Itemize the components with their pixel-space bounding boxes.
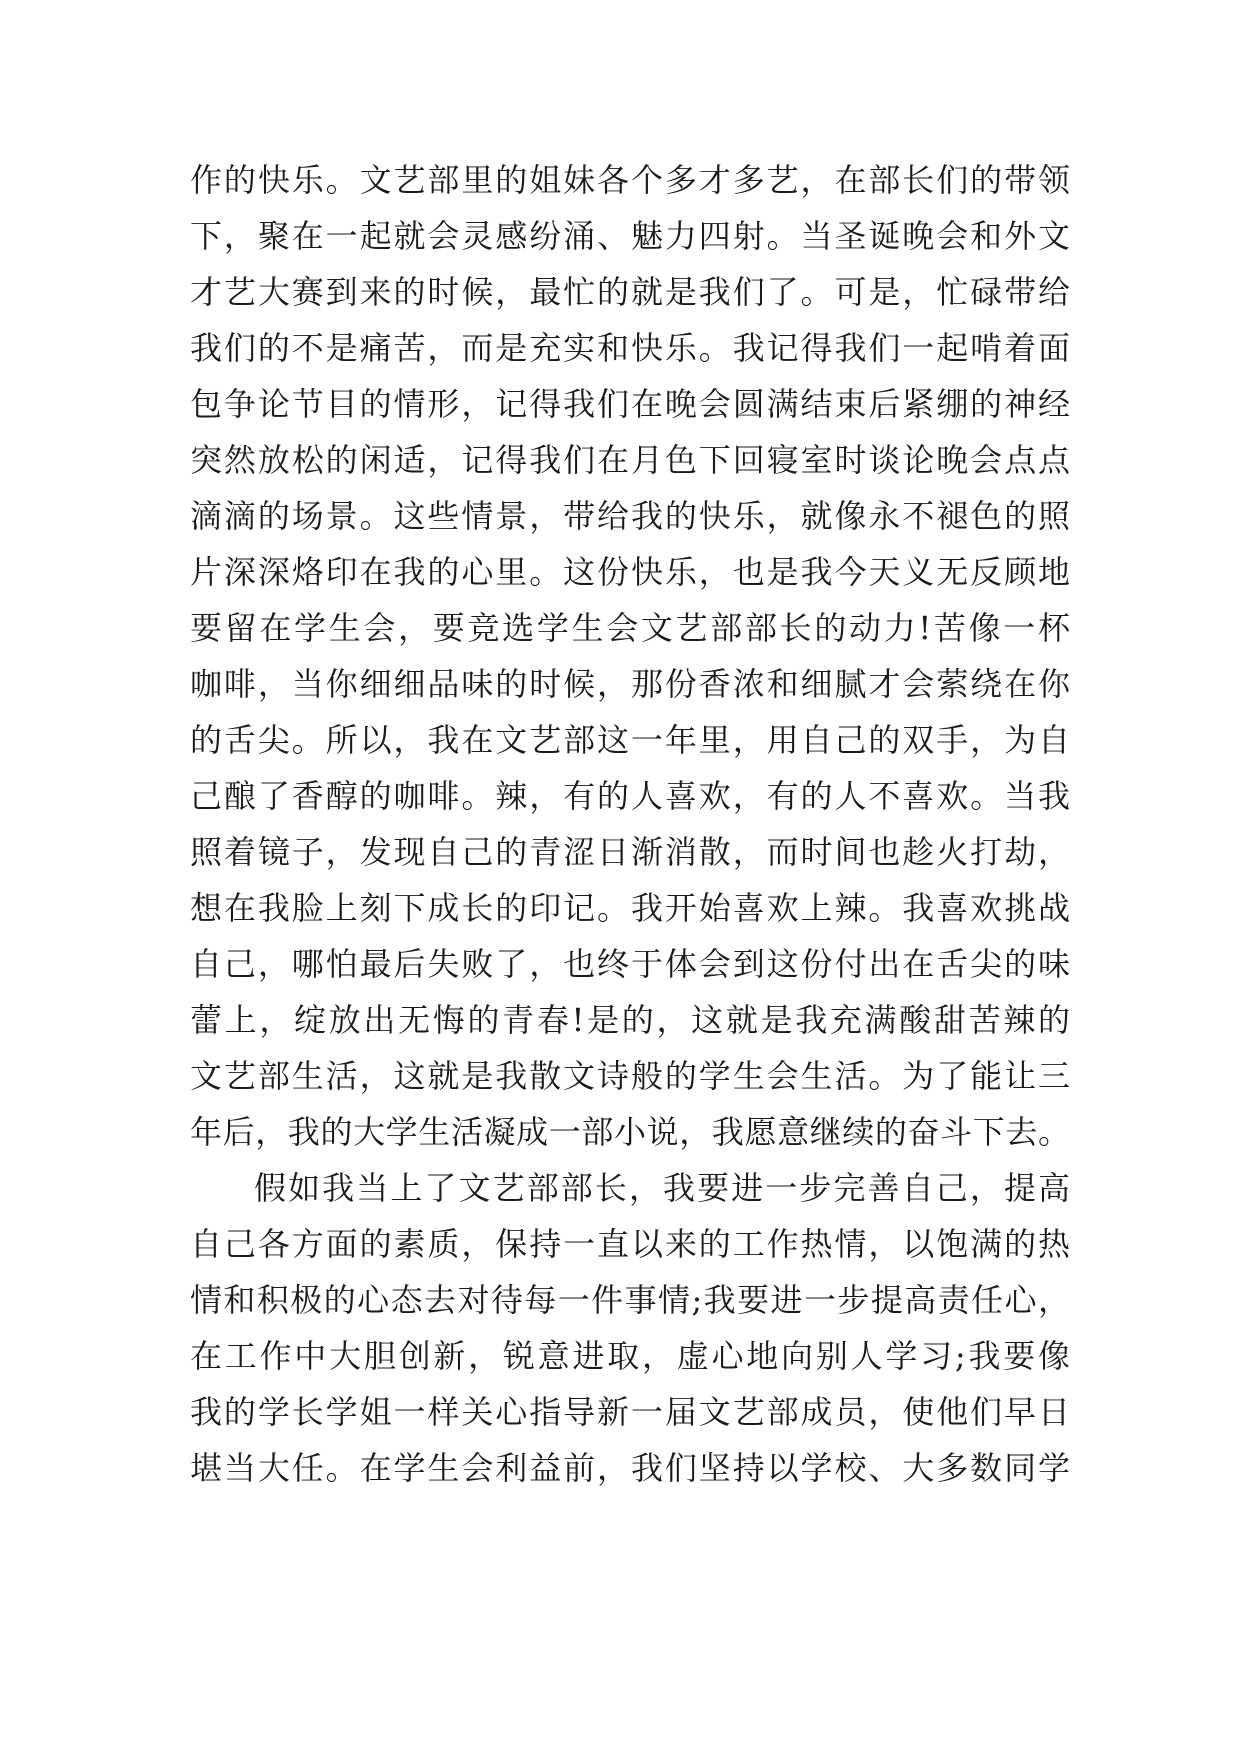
text-line: 想在我脸上刻下成长的印记。我开始喜欢上辣。我喜欢挑战	[190, 889, 1070, 927]
document-body	[190, 152, 1070, 1496]
text-line: 片深深烙印在我的心里。这份快乐，也是我今天义无反顾地	[190, 553, 1070, 591]
text-line: 突然放松的闲适，记得我们在月色下回寝室时谈论晚会点点	[190, 441, 1070, 479]
text-line: 文艺部生活，这就是我散文诗般的学生会生活。为了能让三	[190, 1057, 1070, 1095]
text-line: 我的学长学姐一样关心指导新一届文艺部成员，使他们早日	[190, 1393, 1070, 1431]
text-line: 年后，我的大学生活凝成一部小说，我愿意继续的奋斗下去。	[190, 1113, 1070, 1151]
text-line: 在工作中大胆创新，锐意进取，虚心地向别人学习;我要像	[190, 1337, 1070, 1375]
text-line: 蕾上，绽放出无悔的青春!是的，这就是我充满酸甜苦辣的	[190, 1001, 1070, 1039]
text-line: 滴滴的场景。这些情景，带给我的快乐，就像永不褪色的照	[190, 497, 1070, 535]
text-line: 才艺大赛到来的时候，最忙的就是我们了。可是，忙碌带给	[190, 273, 1070, 311]
paragraph-1	[190, 152, 1070, 1160]
text-line: 情和积极的心态去对待每一件事情;我要进一步提高责任心，	[190, 1281, 1070, 1319]
text-line: 咖啡，当你细细品味的时候，那份香浓和细腻才会萦绕在你	[190, 665, 1070, 703]
text-line: 包争论节目的情形，记得我们在晚会圆满结束后紧绷的神经	[190, 385, 1070, 423]
text-line: 堪当大任。在学生会利益前，我们坚持以学校、大多数同学	[190, 1449, 1070, 1487]
text-line: 我们的不是痛苦，而是充实和快乐。我记得我们一起啃着面	[190, 329, 1070, 367]
text-line: 自己各方面的素质，保持一直以来的工作热情，以饱满的热	[190, 1225, 1070, 1263]
text-line: 照着镜子，发现自己的青涩日渐消散，而时间也趁火打劫，	[190, 833, 1070, 871]
paragraph-2	[190, 1160, 1070, 1496]
text-line-indented: 假如我当上了文艺部部长，我要进一步完善自己，提高	[254, 1169, 1070, 1207]
text-line: 自己，哪怕最后失败了，也终于体会到这份付出在舌尖的味	[190, 945, 1070, 983]
text-line: 下，聚在一起就会灵感纷涌、魅力四射。当圣诞晚会和外文	[190, 217, 1070, 255]
text-line: 的舌尖。所以，我在文艺部这一年里，用自己的双手，为自	[190, 721, 1070, 759]
text-line: 己酿了香醇的咖啡。辣，有的人喜欢，有的人不喜欢。当我	[190, 777, 1070, 815]
text-line: 要留在学生会，要竞选学生会文艺部部长的动力!苦像一杯	[190, 609, 1070, 647]
text-line: 作的快乐。文艺部里的姐妹各个多才多艺，在部长们的带领	[190, 161, 1070, 199]
